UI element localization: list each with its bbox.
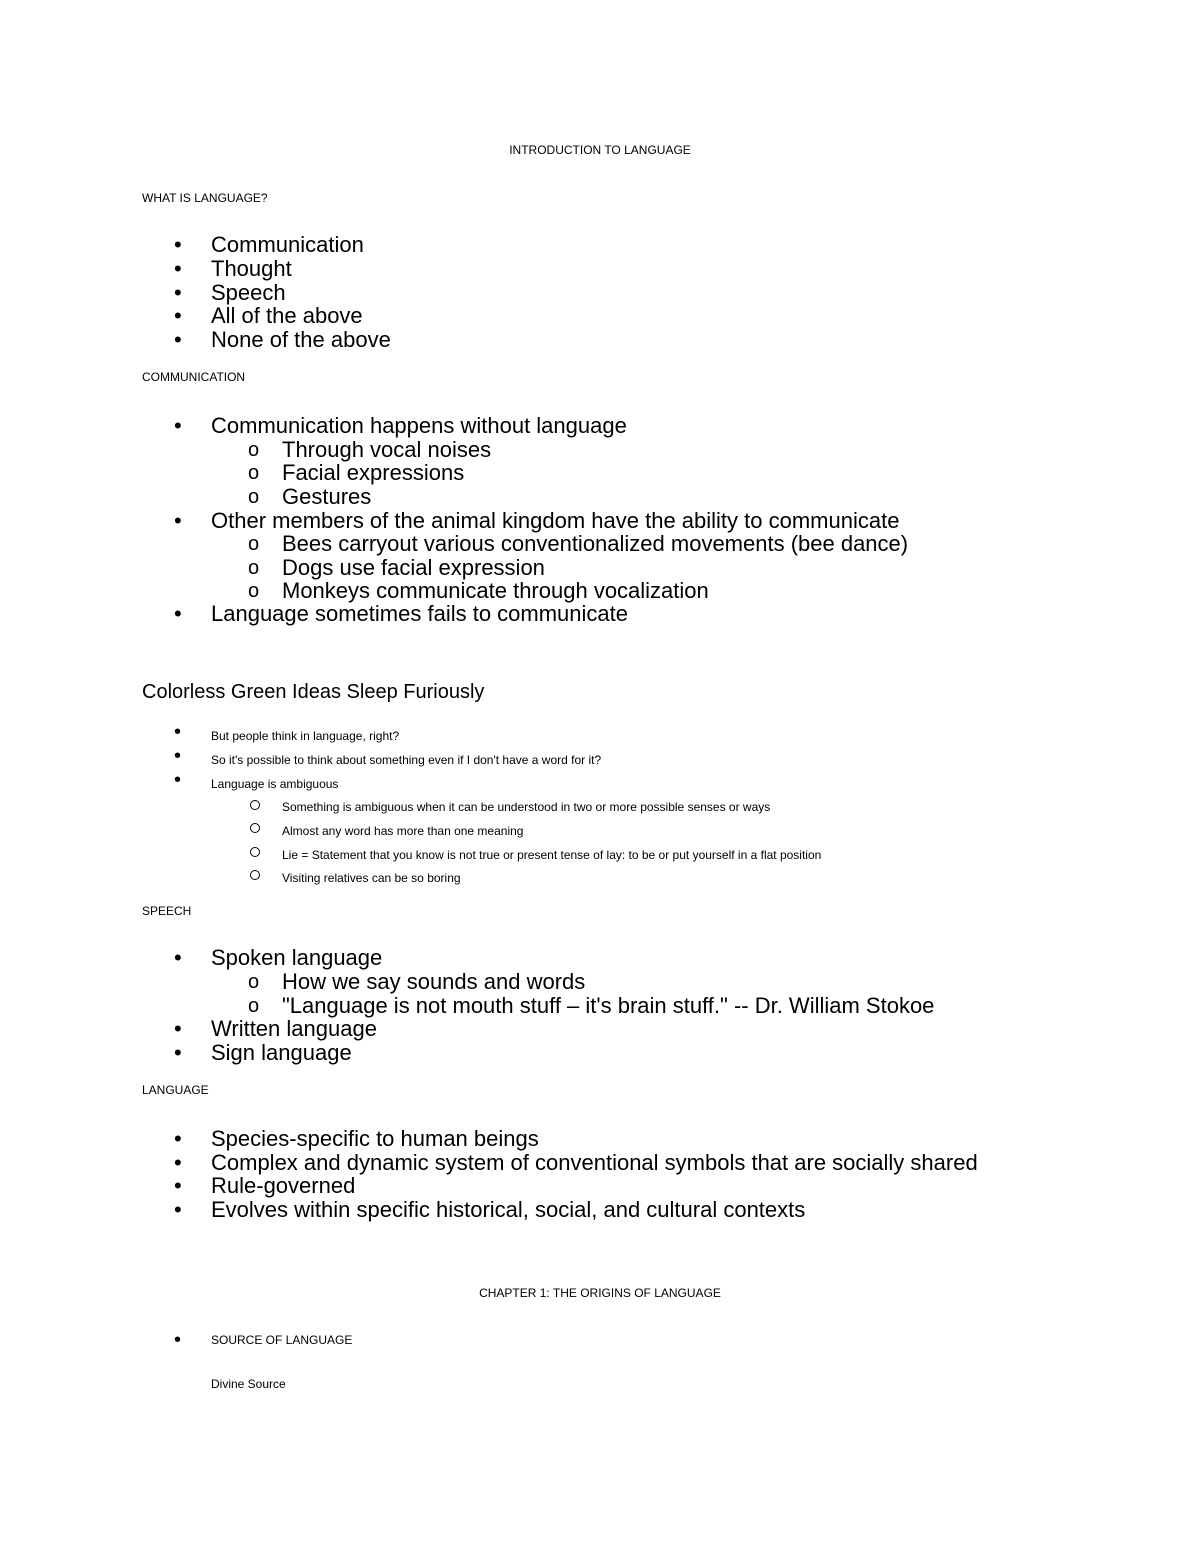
bullet-icon: • (174, 256, 182, 281)
sub-list-item: Dogs use facial expression (282, 555, 545, 580)
circle-bullet-icon (250, 823, 260, 833)
list-item: Evolves within specific historical, social, and cultural contexts (211, 1197, 806, 1222)
list-item: Language is ambiguous (211, 777, 339, 791)
sub-list-item: Lie = Statement that you know is not true or present tense of lay: to be or put yourself in a flat position (282, 848, 822, 862)
bullet-icon: • (174, 327, 182, 352)
sub-list-item: Visiting relatives can be so boring (282, 871, 461, 885)
circle-bullet-icon (250, 847, 260, 857)
bullet-icon: • (174, 1329, 182, 1351)
circle-bullet-icon: o (248, 486, 260, 508)
bullet-icon: • (174, 280, 182, 305)
section-heading-language: LANGUAGE (142, 1083, 209, 1097)
sub-list-item: Facial expressions (282, 460, 465, 485)
sub-list-item: Monkeys communicate through vocalization (282, 578, 709, 603)
sub-list-item: "Language is not mouth stuff – it's brain stuff." -- Dr. William Stokoe (282, 993, 935, 1018)
circle-bullet-icon: o (248, 462, 260, 484)
bullet-icon: • (174, 1016, 182, 1041)
chapter-title: CHAPTER 1: THE ORIGINS OF LANGUAGE (479, 1286, 721, 1300)
list-item: Sign language (211, 1040, 352, 1065)
list-item: So it's possible to think about something even if I don't have a word for it? (211, 753, 602, 767)
circle-bullet-icon: o (248, 557, 260, 579)
section-heading-communication: COMMUNICATION (142, 370, 246, 384)
list-item: Speech (211, 280, 286, 305)
section-heading-what-is-language: WHAT IS LANGUAGE? (142, 191, 268, 205)
circle-bullet-icon: o (248, 971, 260, 993)
source-of-language-heading: SOURCE OF LANGUAGE (211, 1333, 353, 1347)
circle-bullet-icon: o (248, 533, 260, 555)
list-item: Language sometimes fails to communicate (211, 601, 628, 626)
sub-list-item: Through vocal noises (282, 437, 492, 462)
bullet-icon: • (174, 232, 182, 257)
list-item: Other members of the animal kingdom have the ability to communicate (211, 508, 900, 533)
sub-list-item: Something is ambiguous when it can be understood in two or more possible senses or ways (282, 800, 771, 814)
bullet-icon: • (174, 769, 182, 791)
bullet-icon: • (174, 945, 182, 970)
bullet-icon: • (174, 721, 182, 743)
circle-bullet-icon (250, 870, 260, 880)
sub-list-item: Almost any word has more than one meaning (282, 824, 524, 838)
list-item: Rule-governed (211, 1173, 356, 1198)
circle-bullet-icon: o (248, 995, 260, 1017)
list-item: Spoken language (211, 945, 383, 970)
bullet-icon: • (174, 1173, 182, 1198)
bullet-icon: • (174, 601, 182, 626)
list-item: All of the above (211, 303, 363, 328)
list-item: Complex and dynamic system of conventional symbols that are socially shared (211, 1150, 978, 1175)
bullet-icon: • (174, 303, 182, 328)
sub-list-item: Bees carryout various conventionalized movements (bee dance) (282, 531, 909, 556)
bullet-icon: • (174, 1150, 182, 1175)
document-title: INTRODUCTION TO LANGUAGE (509, 143, 691, 157)
list-item: But people think in language, right? (211, 729, 400, 743)
list-item: Communication happens without language (211, 413, 627, 438)
list-item: Communication (211, 232, 364, 257)
list-item: Thought (211, 256, 292, 281)
list-item: Species-specific to human beings (211, 1126, 539, 1151)
bullet-icon: • (174, 1126, 182, 1151)
bullet-icon: • (174, 745, 182, 767)
divine-source-text: Divine Source (211, 1377, 286, 1391)
list-item: Written language (211, 1016, 377, 1041)
section-heading-speech: SPEECH (142, 904, 192, 918)
circle-bullet-icon: o (248, 580, 260, 602)
circle-bullet-icon (250, 800, 260, 810)
section-heading-colorless-green-ideas: Colorless Green Ideas Sleep Furiously (142, 681, 485, 703)
bullet-icon: • (174, 508, 182, 533)
bullet-icon: • (174, 413, 182, 438)
sub-list-item: How we say sounds and words (282, 969, 586, 994)
circle-bullet-icon: o (248, 439, 260, 461)
list-item: None of the above (211, 327, 391, 352)
bullet-icon: • (174, 1197, 182, 1222)
bullet-icon: • (174, 1040, 182, 1065)
sub-list-item: Gestures (282, 484, 372, 509)
